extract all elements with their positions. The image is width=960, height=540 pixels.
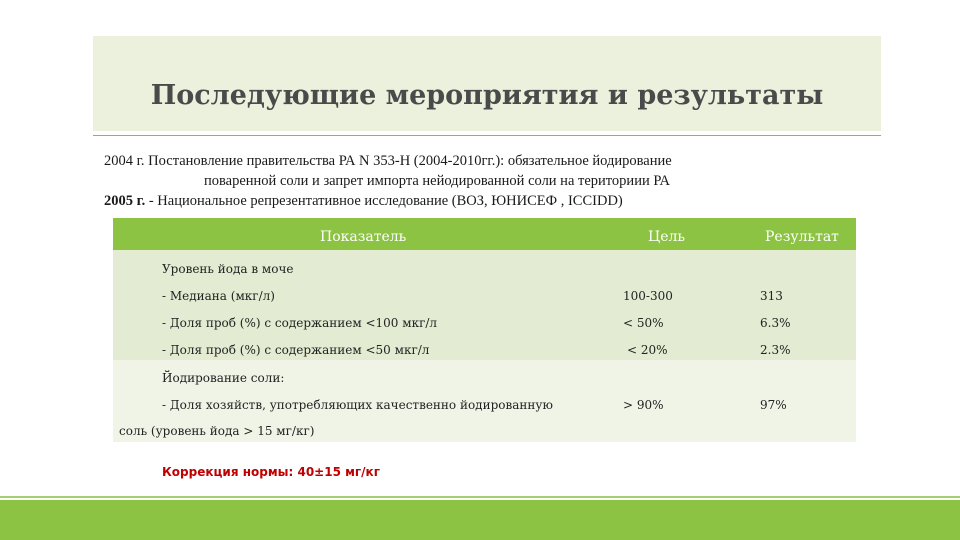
row-lt50-result: 2.3% xyxy=(760,343,791,357)
intro-line-3-text: - Национальное репрезентативное исследование (ВОЗ, ЮНИСЕФ , ICCIDD) xyxy=(145,193,623,209)
row-median-label: - Медиана (мкг/л) xyxy=(162,289,275,303)
row-median-result: 313 xyxy=(760,289,783,303)
header-indicator: Показатель xyxy=(320,229,407,245)
header-result: Результат xyxy=(765,229,839,245)
intro-year-2005: 2005 г. xyxy=(104,193,146,209)
page-title: Последующие мероприятия и результаты xyxy=(150,80,824,111)
section-salt-title: Йодирование соли: xyxy=(162,371,285,385)
row-salt-goal: > 90% xyxy=(623,398,664,412)
row-lt50-label: - Доля проб (%) с содержанием <50 мкг/л xyxy=(162,343,430,357)
correction-note: Коррекция нормы: 40±15 мг/кг xyxy=(162,465,380,479)
row-median-goal: 100-300 xyxy=(623,289,673,303)
section-urine-title: Уровень йода в моче xyxy=(162,262,294,276)
row-salt-result: 97% xyxy=(760,398,787,412)
table-header xyxy=(113,218,856,250)
header-goal: Цель xyxy=(648,229,686,245)
row-lt50-goal: < 20% xyxy=(627,343,668,357)
title-divider xyxy=(93,135,881,136)
row-lt100-goal: < 50% xyxy=(623,316,664,330)
row-lt100-label: - Доля проб (%) с содержанием <100 мкг/л xyxy=(162,316,438,330)
intro-line-2: поваренной соли и запрет импорта нейодированной соли на териториии РА xyxy=(204,173,671,189)
title-box xyxy=(93,36,881,131)
intro-line-3 xyxy=(104,192,623,210)
row-salt-label-line2: соль (уровень йода > 15 мг/кг) xyxy=(119,424,315,438)
row-lt100-result: 6.3% xyxy=(760,316,791,330)
footer-line xyxy=(0,496,960,498)
intro-line-1: 2004 г. Постановление правительства РА N 353-Н (2004-2010гг.): обязательное йодирование xyxy=(104,153,672,169)
row-salt-label-line1: - Доля хозяйств, употребляющих качественно йодированную xyxy=(162,398,553,412)
footer-bar xyxy=(0,500,960,540)
